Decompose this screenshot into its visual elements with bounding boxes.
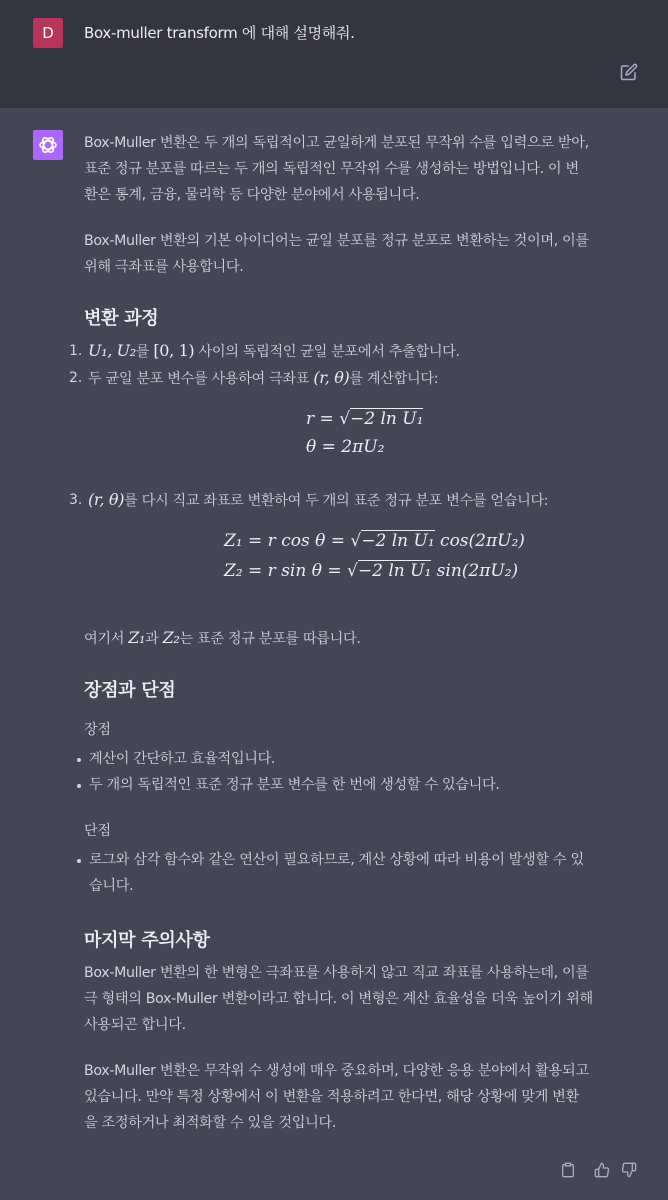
user-avatar: D bbox=[33, 18, 63, 48]
equation-z2: Z₂ = r sin θ = √−2 ln U₁ sin(2πU₂) bbox=[224, 561, 519, 581]
edit-icon[interactable] bbox=[620, 63, 638, 81]
section-heading-pros-cons: 장점과 단점 bbox=[84, 680, 176, 701]
pros-item: 계산이 간단하고 효율적입니다. bbox=[89, 751, 276, 767]
equation-text: −2 ln U₁ bbox=[361, 531, 435, 551]
math-inline: Z₁ bbox=[128, 628, 146, 647]
step-1 bbox=[88, 338, 460, 365]
cons-item bbox=[89, 847, 584, 899]
math-inline: (r, θ) bbox=[313, 368, 350, 387]
idea-line: 위해 극좌표를 사용합니다. bbox=[84, 259, 244, 275]
idea-paragraph bbox=[84, 228, 644, 280]
step-2 bbox=[88, 365, 438, 392]
step-number: 2. bbox=[69, 370, 83, 386]
equation-text: θ = 2πU₂ bbox=[306, 437, 385, 457]
math-inline: U₁, U₂ bbox=[88, 341, 136, 360]
bullet bbox=[77, 758, 81, 762]
equation-z1: Z₁ = r cos θ = √−2 ln U₁ cos(2πU₂) bbox=[224, 531, 525, 551]
equation-text: −2 ln U₁ bbox=[350, 409, 424, 429]
equation-text: −2 ln U₁ bbox=[357, 561, 432, 581]
step-text: 를 계산합니다: bbox=[349, 371, 439, 387]
note-line: Box-Muller 변환의 한 변형은 극좌표를 사용하지 않고 직교 좌표를 사용하는데, 이를 bbox=[84, 965, 589, 981]
math-inline: [0, 1) bbox=[153, 341, 195, 360]
equation-text: sin(2πU₂) bbox=[431, 561, 519, 581]
pros-label: 장점 bbox=[84, 722, 111, 738]
section-heading-notes: 마지막 주의사항 bbox=[84, 930, 210, 951]
conclusion-text: 는 표준 정규 분포를 따릅니다. bbox=[179, 631, 361, 647]
note-line: 을 조정하거나 최적화할 수 있을 것입니다. bbox=[84, 1115, 336, 1131]
note-paragraph-1 bbox=[84, 960, 644, 1038]
step-3 bbox=[88, 487, 548, 514]
note-paragraph-2 bbox=[84, 1058, 644, 1136]
conclusion-line bbox=[84, 625, 644, 652]
step-text: 를 다시 직교 좌표로 변환하여 두 개의 표준 정규 분포 변수를 얻습니다: bbox=[124, 493, 549, 509]
equation-text: Z₁ = r cos θ = bbox=[224, 531, 351, 551]
note-line: Box-Muller 변환은 무작위 수 생성에 매우 중요하며, 다양한 응용 분야에서 활용되고 bbox=[84, 1063, 589, 1079]
step-text: 두 균일 분포 변수를 사용하여 극좌표 bbox=[88, 371, 310, 387]
copy-icon[interactable] bbox=[560, 1162, 576, 1180]
openai-logo-icon bbox=[33, 130, 63, 160]
equation-r: r = √−2 ln U₁ bbox=[306, 409, 424, 429]
math-inline: Z₂ bbox=[162, 628, 180, 647]
bullet bbox=[77, 859, 81, 863]
intro-paragraph bbox=[84, 130, 644, 208]
conclusion-text: 과 bbox=[145, 631, 159, 647]
step-number: 3. bbox=[69, 492, 83, 508]
intro-line: 환은 통계, 금융, 물리학 등 다양한 분야에서 사용됩니다. bbox=[84, 187, 420, 203]
user-message-text: Box-muller transform 에 대해 설명해줘. bbox=[84, 24, 355, 42]
cons-label: 단점 bbox=[84, 823, 111, 839]
math-inline: (r, θ) bbox=[88, 490, 125, 509]
intro-line: Box-Muller 변환은 두 개의 독립적이고 균일하게 분포된 무작위 수를 입력으로 받아, bbox=[84, 135, 589, 151]
idea-line: Box-Muller 변환의 기본 아이디어는 균일 분포를 정규 분포로 변환하는 것이며, 이를 bbox=[84, 233, 589, 249]
cons-line: 습니다. bbox=[89, 878, 134, 894]
equation-text: cos(2πU₂) bbox=[434, 531, 525, 551]
section-heading-process: 변환 과정 bbox=[84, 308, 159, 329]
equation-text: Z₂ = r sin θ = bbox=[224, 561, 348, 581]
thumbs-up-icon[interactable] bbox=[594, 1162, 610, 1180]
equation-text: r = bbox=[306, 409, 340, 429]
note-line: 극 형태의 Box-Muller 변환이라고 합니다. 이 변형은 계산 효율성을 더욱 높이기 위해 bbox=[84, 991, 593, 1007]
note-line: 있습니다. 만약 특정 상황에서 이 변환을 적용하려고 한다면, 해당 상황에 맞게 변환 bbox=[84, 1089, 579, 1105]
pros-item: 두 개의 독립적인 표준 정규 분포 변수를 한 번에 생성할 수 있습니다. bbox=[89, 777, 500, 793]
step-number: 1. bbox=[69, 343, 83, 359]
step-text: 사이의 독립적인 균일 분포에서 추출합니다. bbox=[198, 344, 460, 360]
cons-line: 로그와 삼각 함수와 같은 연산이 필요하므로, 계산 상황에 따라 비용이 발생할 수 있 bbox=[89, 852, 584, 868]
user-message-row bbox=[0, 0, 668, 109]
step-text: 를 bbox=[135, 344, 150, 360]
bullet bbox=[77, 784, 81, 788]
conclusion-text: 여기서 bbox=[84, 631, 125, 647]
thumbs-down-icon[interactable] bbox=[621, 1162, 637, 1180]
note-line: 사용되곤 합니다. bbox=[84, 1017, 186, 1033]
intro-line: 표준 정규 분포를 따르는 두 개의 독립적인 무작위 수를 생성하는 방법입니다. 이 변 bbox=[84, 161, 579, 177]
equation-theta bbox=[306, 437, 384, 457]
